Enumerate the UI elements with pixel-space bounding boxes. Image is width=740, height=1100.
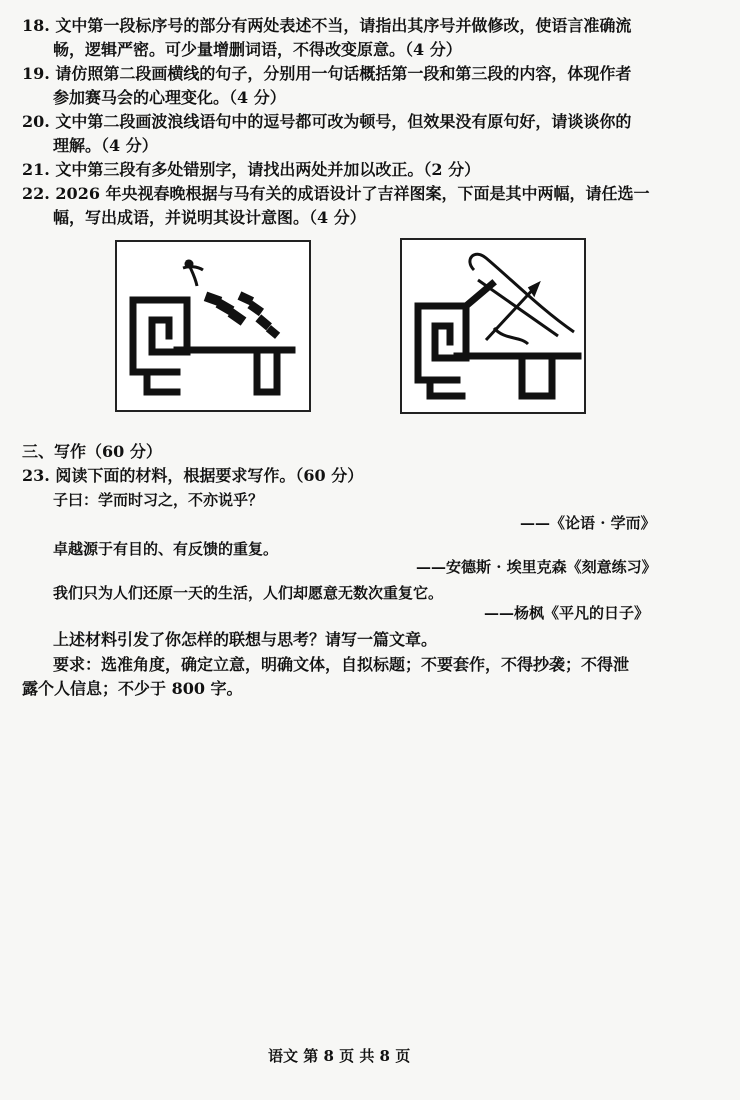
writing-prompt: 上述材料引发了你怎样的联想与思考？请写一篇文章。 <box>53 630 438 649</box>
q18-line2: 畅，逻辑严密。可少量增删词语，不得改变原意。（4 分） <box>53 40 462 59</box>
q20-number: 20. <box>22 112 50 131</box>
q20-line2: 理解。（4 分） <box>53 136 158 155</box>
quote-ordinary-days: 我们只为人们还原一天的生活，人们却愿意无数次重复它。 <box>53 584 444 602</box>
q23-line1: 23. 阅读下面的材料，根据要求写作。（60 分） <box>22 464 363 488</box>
q19-line1: 19. 请仿照第二段画横线的句子，分别用一句话概括第一段和第三段的内容，体现作者 <box>22 62 631 86</box>
q22-line2: 幅，写出成语，并说明其设计意图。（4 分） <box>53 208 366 227</box>
q18-number: 18. <box>22 16 50 35</box>
source-peak: ——安德斯 · 埃里克森《刻意练习》 <box>416 558 657 576</box>
section3-heading: 三、写作（60 分） <box>22 442 162 461</box>
page-footer: 语文 第 8 页 共 8 页 <box>268 1047 411 1065</box>
writing-requirements-line2: 露个人信息；不少于 800 字。 <box>22 679 243 698</box>
q22-line1: 22. 2026 年央视春晚根据与马有关的成语设计了吉祥图案，下面是其中两幅，请任选一 <box>22 182 650 206</box>
q19-number: 19. <box>22 64 50 83</box>
q21-line1: 21. 文中第三段有多处错别字，请找出两处并加以改正。（2 分） <box>22 158 480 182</box>
mascot-image-1 <box>115 240 311 412</box>
horse-spiral-emblem-1 <box>117 242 309 410</box>
mascot-image-2 <box>400 238 586 414</box>
source-ordinary-days: ——杨枫《平凡的日子》 <box>484 604 650 622</box>
writing-requirements-line1: 要求：选准角度，确定立意，明确文体，自拟标题；不要套作，不得抄袭；不得泄 <box>53 655 630 674</box>
q23-number: 23. <box>22 466 50 485</box>
q18-line1: 18. 文中第一段标序号的部分有两处表述不当，请指出其序号并做修改，使语言准确流 <box>22 14 631 38</box>
q21-number: 21. <box>22 160 50 179</box>
q22-number: 22. <box>22 184 50 203</box>
source-analects: ——《论语 · 学而》 <box>520 514 656 532</box>
quote-analects: 子曰：学而时习之，不亦说乎？ <box>53 491 264 509</box>
horse-bow-emblem-2 <box>402 240 584 412</box>
q20-line1: 20. 文中第二段画波浪线语句中的逗号都可改为顿号，但效果没有原句好，请谈谈你的 <box>22 110 631 134</box>
q19-line2: 参加赛马会的心理变化。（4 分） <box>53 88 286 107</box>
quote-peak: 卓越源于有目的、有反馈的重复。 <box>53 540 279 558</box>
